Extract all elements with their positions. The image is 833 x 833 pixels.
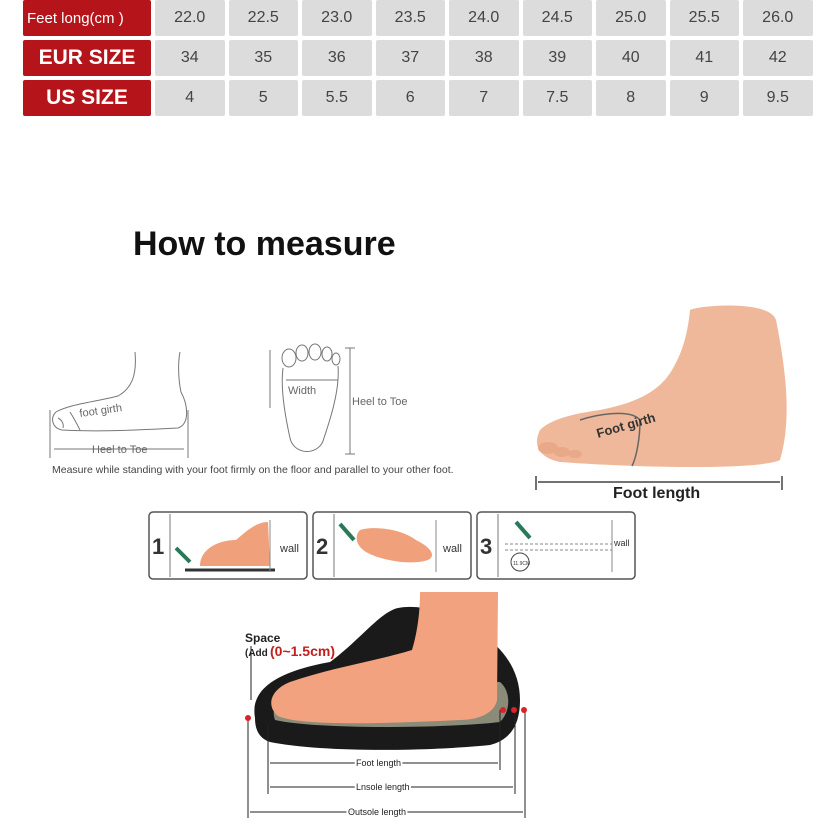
step-number-2: 2 xyxy=(316,534,329,559)
us-size-cell: 5 xyxy=(229,80,299,116)
feet-length-cell: 23.5 xyxy=(376,0,446,36)
shoe-cross-section xyxy=(254,592,520,750)
us-size-cell: 9.5 xyxy=(743,80,813,116)
feet-length-cell: 23.0 xyxy=(302,0,372,36)
page-title: How to measure xyxy=(133,225,396,263)
us-size-cell: 7.5 xyxy=(523,80,593,116)
insole-length-label: Lnsole length xyxy=(356,782,410,792)
us-size-cell: 8 xyxy=(596,80,666,116)
marker-dot xyxy=(521,707,527,713)
wall-label-2: wall xyxy=(443,543,462,555)
feet-length-cell: 24.0 xyxy=(449,0,519,36)
feet-length-header: Feet long(cm ) xyxy=(23,0,151,36)
eur-size-cell: 34 xyxy=(155,40,225,76)
large-foot-illustration xyxy=(536,306,787,490)
eur-size-cell: 37 xyxy=(376,40,446,76)
us-size-cell: 9 xyxy=(670,80,740,116)
feet-length-cell: 24.5 xyxy=(523,0,593,36)
wall-label-1: wall xyxy=(280,543,299,555)
us-size-cell: 6 xyxy=(376,80,446,116)
eur-size-cell: 38 xyxy=(449,40,519,76)
us-size-header: US SIZE xyxy=(23,80,151,116)
eur-size-cell: 35 xyxy=(229,40,299,76)
add-label: (Add xyxy=(245,648,268,659)
us-size-cell: 4 xyxy=(155,80,225,116)
foot-girth-label-large: Foot girth xyxy=(594,409,658,441)
feet-length-cell: 22.0 xyxy=(155,0,225,36)
eur-size-cell: 39 xyxy=(523,40,593,76)
marker-dot xyxy=(245,715,251,721)
heel-to-toe-label-2: Heel to Toe xyxy=(352,396,408,408)
foot-girth-label-small: foot girth xyxy=(78,402,123,420)
foot-length-label-large: Foot length xyxy=(613,485,701,502)
eur-size-cell: 41 xyxy=(670,40,740,76)
marker-dot xyxy=(500,707,506,713)
top-foot-sketch xyxy=(270,344,355,454)
step-number-3: 3 xyxy=(480,534,493,559)
width-label: Width xyxy=(288,385,317,397)
measure-instruction: Measure while standing with your foot firmly on the floor and parallel to your other foot. xyxy=(52,464,454,476)
feet-length-cell: 26.0 xyxy=(743,0,813,36)
foot-length-label-shoe: Foot length xyxy=(356,758,402,768)
space-label: Space xyxy=(245,631,281,645)
ruler-value-label: 11.9CM xyxy=(513,561,531,567)
wall-label-3: wall xyxy=(614,538,630,548)
outsole-length-label: Outsole length xyxy=(348,807,407,817)
eur-size-cell: 40 xyxy=(596,40,666,76)
space-range-label: (0~1.5cm) xyxy=(270,643,335,659)
us-size-cell: 7 xyxy=(449,80,519,116)
eur-size-cell: 36 xyxy=(302,40,372,76)
eur-size-header: EUR SIZE xyxy=(23,40,151,76)
eur-size-cell: 42 xyxy=(743,40,813,76)
marker-dot xyxy=(511,707,517,713)
step-number-1: 1 xyxy=(152,534,165,559)
feet-length-cell: 25.5 xyxy=(670,0,740,36)
feet-length-cell: 25.0 xyxy=(596,0,666,36)
feet-length-cell: 22.5 xyxy=(229,0,299,36)
us-size-cell: 5.5 xyxy=(302,80,372,116)
heel-to-toe-label-1: Heel to Toe xyxy=(92,444,148,456)
step-panels xyxy=(149,512,635,579)
